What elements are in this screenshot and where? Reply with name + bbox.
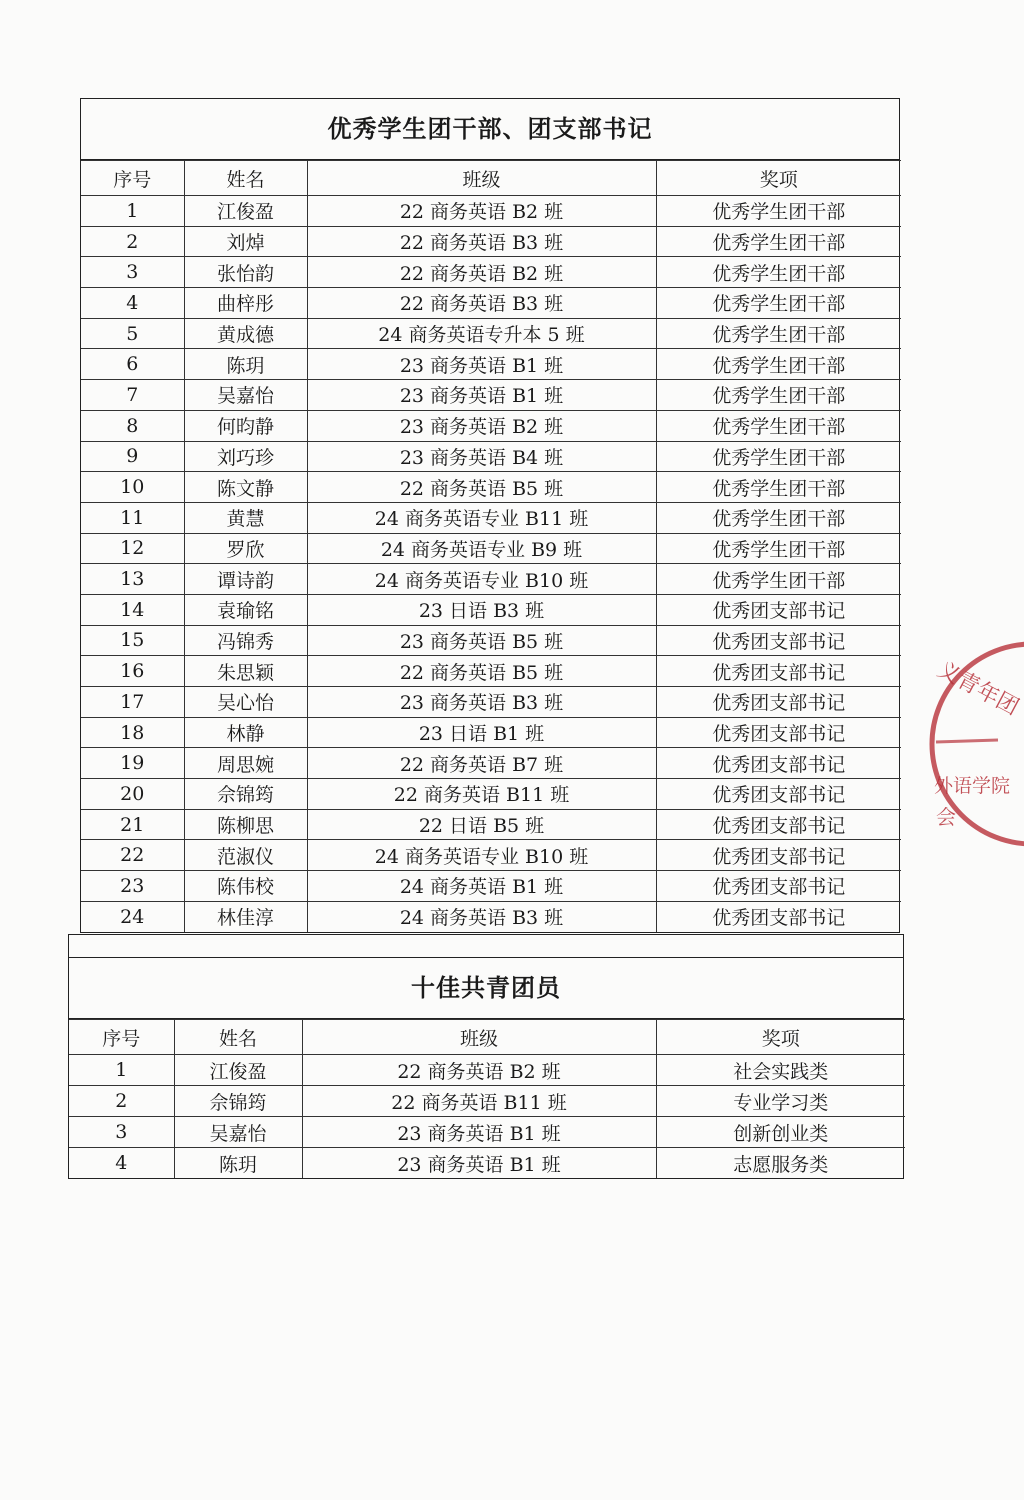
table-row bbox=[81, 656, 901, 687]
cell-name: 袁瑜铭 bbox=[184, 594, 307, 625]
cell-index: 18 bbox=[81, 717, 184, 748]
cell-class: 24 商务英语专业 B9 班 bbox=[307, 533, 656, 564]
cell-class: 23 商务英语 B1 班 bbox=[302, 1148, 656, 1179]
cell-index: 1 bbox=[69, 1055, 174, 1086]
cell-index: 6 bbox=[81, 349, 184, 380]
cell-name: 吴嘉怡 bbox=[174, 1117, 302, 1148]
cell-award: 优秀团支部书记 bbox=[656, 748, 901, 779]
cell-index: 1 bbox=[81, 196, 184, 227]
cell-award: 优秀团支部书记 bbox=[656, 871, 901, 902]
cell-index: 15 bbox=[81, 625, 184, 656]
cell-class: 24 商务英语专升本 5 班 bbox=[307, 318, 656, 349]
cell-index: 12 bbox=[81, 533, 184, 564]
cell-award: 优秀学生团干部 bbox=[656, 441, 901, 472]
cell-name: 林静 bbox=[184, 717, 307, 748]
cell-award: 社会实践类 bbox=[656, 1055, 905, 1086]
section1-header-row bbox=[81, 161, 901, 196]
cell-index: 4 bbox=[81, 288, 184, 319]
cell-award: 优秀学生团干部 bbox=[656, 380, 901, 411]
table-row bbox=[81, 779, 901, 810]
cell-award: 优秀团支部书记 bbox=[656, 809, 901, 840]
cell-class: 22 商务英语 B3 班 bbox=[307, 288, 656, 319]
table-row bbox=[81, 288, 901, 319]
cell-name: 林佳淳 bbox=[184, 901, 307, 931]
cell-index: 24 bbox=[81, 901, 184, 931]
cell-index: 23 bbox=[81, 871, 184, 902]
cell-name: 佘锦筠 bbox=[184, 779, 307, 810]
table-row bbox=[81, 410, 901, 441]
cell-index: 5 bbox=[81, 318, 184, 349]
cell-award: 优秀学生团干部 bbox=[656, 410, 901, 441]
cell-class: 22 商务英语 B2 班 bbox=[302, 1055, 656, 1086]
cell-class: 22 商务英语 B2 班 bbox=[307, 257, 656, 288]
cell-index: 7 bbox=[81, 380, 184, 411]
header-index: 序号 bbox=[69, 1020, 174, 1055]
cell-index: 3 bbox=[81, 257, 184, 288]
cell-award: 优秀学生团干部 bbox=[656, 533, 901, 564]
table-row bbox=[81, 748, 901, 779]
table-row bbox=[81, 226, 901, 257]
cell-award: 优秀团支部书记 bbox=[656, 840, 901, 871]
cell-name: 谭诗韵 bbox=[184, 564, 307, 595]
table-row bbox=[69, 1148, 905, 1179]
cell-award: 优秀学生团干部 bbox=[656, 472, 901, 503]
table-row bbox=[81, 441, 901, 472]
cell-class: 23 商务英语 B3 班 bbox=[307, 687, 656, 718]
table-row bbox=[81, 901, 901, 931]
cell-index: 9 bbox=[81, 441, 184, 472]
seal-line bbox=[936, 740, 998, 742]
table-row bbox=[81, 687, 901, 718]
cell-index: 19 bbox=[81, 748, 184, 779]
table-row bbox=[81, 472, 901, 503]
table-row bbox=[69, 1086, 905, 1117]
cell-name: 刘焯 bbox=[184, 226, 307, 257]
cell-index: 2 bbox=[69, 1086, 174, 1117]
section1-table-frame bbox=[80, 98, 900, 933]
cell-index: 20 bbox=[81, 779, 184, 810]
table-row bbox=[81, 533, 901, 564]
table-row bbox=[81, 380, 901, 411]
cell-class: 23 商务英语 B1 班 bbox=[307, 349, 656, 380]
section-spacer bbox=[69, 934, 903, 957]
cell-award: 优秀学生团干部 bbox=[656, 564, 901, 595]
header-award: 奖项 bbox=[656, 161, 901, 196]
table-row bbox=[81, 564, 901, 595]
cell-name: 朱思颖 bbox=[184, 656, 307, 687]
cell-award: 创新创业类 bbox=[656, 1117, 905, 1148]
section1-table bbox=[81, 160, 901, 932]
cell-name: 冯锦秀 bbox=[184, 625, 307, 656]
cell-class: 24 商务英语 B3 班 bbox=[307, 901, 656, 931]
cell-class: 22 商务英语 B7 班 bbox=[307, 748, 656, 779]
cell-class: 23 商务英语 B1 班 bbox=[307, 380, 656, 411]
cell-award: 优秀团支部书记 bbox=[656, 594, 901, 625]
cell-class: 23 商务英语 B5 班 bbox=[307, 625, 656, 656]
table-row bbox=[81, 502, 901, 533]
header-index: 序号 bbox=[81, 161, 184, 196]
cell-class: 24 商务英语 B1 班 bbox=[307, 871, 656, 902]
table-row bbox=[69, 1055, 905, 1086]
cell-award: 优秀学生团干部 bbox=[656, 257, 901, 288]
seal-text-mid: 外语学院 bbox=[934, 775, 1011, 797]
cell-class: 22 日语 B5 班 bbox=[307, 809, 656, 840]
table-row bbox=[81, 871, 901, 902]
cell-award: 优秀团支部书记 bbox=[656, 901, 901, 931]
cell-award: 志愿服务类 bbox=[656, 1148, 905, 1179]
header-award: 奖项 bbox=[656, 1020, 905, 1055]
official-seal-stamp bbox=[928, 632, 1024, 862]
cell-class: 22 商务英语 B2 班 bbox=[307, 196, 656, 227]
cell-class: 23 商务英语 B4 班 bbox=[307, 441, 656, 472]
cell-name: 吴嘉怡 bbox=[184, 380, 307, 411]
table-row bbox=[81, 717, 901, 748]
section2-table-frame bbox=[68, 934, 904, 1179]
cell-name: 周思婉 bbox=[184, 748, 307, 779]
section2-table bbox=[69, 1019, 905, 1178]
table-row bbox=[81, 318, 901, 349]
cell-name: 刘巧珍 bbox=[184, 441, 307, 472]
cell-name: 罗欣 bbox=[184, 533, 307, 564]
cell-class: 22 商务英语 B5 班 bbox=[307, 472, 656, 503]
cell-name: 曲梓彤 bbox=[184, 288, 307, 319]
cell-class: 22 商务英语 B5 班 bbox=[307, 656, 656, 687]
cell-class: 23 商务英语 B2 班 bbox=[307, 410, 656, 441]
cell-class: 22 商务英语 B11 班 bbox=[307, 779, 656, 810]
cell-index: 4 bbox=[69, 1148, 174, 1179]
cell-name: 陈柳思 bbox=[184, 809, 307, 840]
cell-award: 优秀学生团干部 bbox=[656, 502, 901, 533]
cell-award: 优秀团支部书记 bbox=[656, 656, 901, 687]
cell-award: 优秀团支部书记 bbox=[656, 625, 901, 656]
cell-award: 优秀学生团干部 bbox=[656, 226, 901, 257]
section1-title: 优秀学生团干部、团支部书记 bbox=[81, 99, 899, 160]
section2-title: 十佳共青团员 bbox=[69, 957, 903, 1019]
header-class: 班级 bbox=[307, 161, 656, 196]
cell-name: 黄慧 bbox=[184, 502, 307, 533]
cell-index: 2 bbox=[81, 226, 184, 257]
cell-class: 23 日语 B3 班 bbox=[307, 594, 656, 625]
cell-award: 优秀学生团干部 bbox=[656, 318, 901, 349]
table-row bbox=[81, 625, 901, 656]
cell-name: 江俊盈 bbox=[174, 1055, 302, 1086]
cell-index: 3 bbox=[69, 1117, 174, 1148]
header-class: 班级 bbox=[302, 1020, 656, 1055]
cell-award: 优秀学生团干部 bbox=[656, 196, 901, 227]
cell-name: 陈伟校 bbox=[184, 871, 307, 902]
cell-name: 吴心怡 bbox=[184, 687, 307, 718]
seal-text-top: 义青年团 bbox=[933, 657, 1023, 721]
cell-class: 22 商务英语 B3 班 bbox=[307, 226, 656, 257]
cell-name: 何昀静 bbox=[184, 410, 307, 441]
table-row bbox=[69, 1117, 905, 1148]
cell-class: 23 商务英语 B1 班 bbox=[302, 1117, 656, 1148]
seal-text-bottom: 会 bbox=[936, 805, 956, 829]
cell-name: 江俊盈 bbox=[184, 196, 307, 227]
cell-award: 优秀团支部书记 bbox=[656, 779, 901, 810]
table-row bbox=[81, 196, 901, 227]
cell-award: 优秀团支部书记 bbox=[656, 687, 901, 718]
cell-name: 佘锦筠 bbox=[174, 1086, 302, 1117]
cell-index: 11 bbox=[81, 502, 184, 533]
cell-name: 陈文静 bbox=[184, 472, 307, 503]
cell-index: 17 bbox=[81, 687, 184, 718]
cell-index: 10 bbox=[81, 472, 184, 503]
cell-name: 黄成德 bbox=[184, 318, 307, 349]
cell-index: 13 bbox=[81, 564, 184, 595]
header-name: 姓名 bbox=[184, 161, 307, 196]
cell-award: 优秀团支部书记 bbox=[656, 717, 901, 748]
cell-name: 范淑仪 bbox=[184, 840, 307, 871]
cell-index: 16 bbox=[81, 656, 184, 687]
cell-name: 陈玥 bbox=[174, 1148, 302, 1179]
cell-award: 优秀学生团干部 bbox=[656, 288, 901, 319]
cell-class: 22 商务英语 B11 班 bbox=[302, 1086, 656, 1117]
table-row bbox=[81, 840, 901, 871]
cell-index: 22 bbox=[81, 840, 184, 871]
cell-class: 24 商务英语专业 B11 班 bbox=[307, 502, 656, 533]
cell-name: 陈玥 bbox=[184, 349, 307, 380]
header-name: 姓名 bbox=[174, 1020, 302, 1055]
cell-award: 优秀学生团干部 bbox=[656, 349, 901, 380]
cell-class: 24 商务英语专业 B10 班 bbox=[307, 840, 656, 871]
cell-index: 21 bbox=[81, 809, 184, 840]
cell-index: 8 bbox=[81, 410, 184, 441]
section2-header-row bbox=[69, 1020, 905, 1055]
table-row bbox=[81, 349, 901, 380]
cell-name: 张怡韵 bbox=[184, 257, 307, 288]
cell-index: 14 bbox=[81, 594, 184, 625]
table-row bbox=[81, 257, 901, 288]
table-row bbox=[81, 809, 901, 840]
cell-class: 24 商务英语专业 B10 班 bbox=[307, 564, 656, 595]
cell-award: 专业学习类 bbox=[656, 1086, 905, 1117]
table-row bbox=[81, 594, 901, 625]
cell-class: 23 日语 B1 班 bbox=[307, 717, 656, 748]
